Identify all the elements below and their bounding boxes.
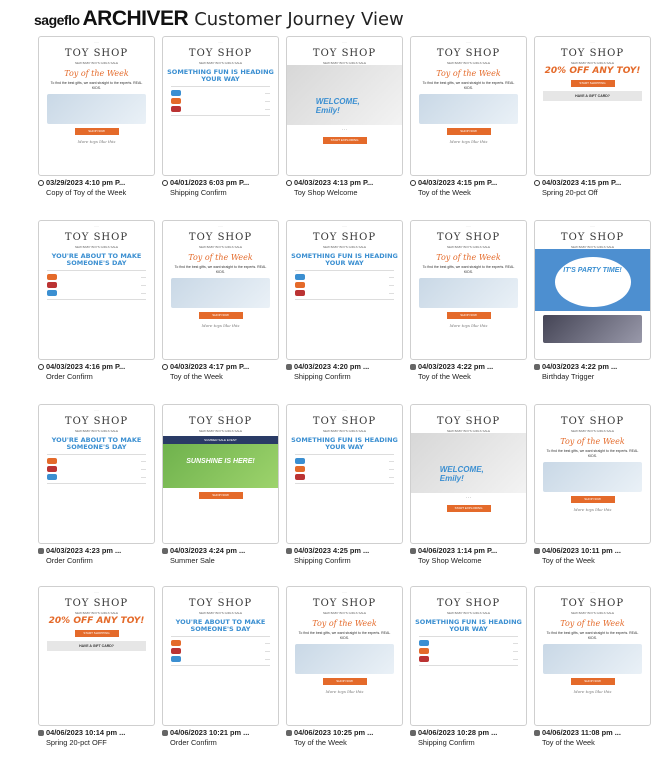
status-icon [38, 548, 44, 554]
email-text: · · · [341, 128, 348, 132]
email-meta [534, 362, 664, 382]
email-meta [286, 178, 416, 198]
email-subject: Toy Shop Welcome [418, 556, 482, 565]
email-thumbnail[interactable] [286, 220, 403, 360]
email-card[interactable] [38, 586, 155, 766]
email-card[interactable] [534, 586, 651, 766]
email-card[interactable] [286, 36, 403, 216]
email-date: 04/03/2023 4:24 pm ... [170, 546, 246, 555]
email-subject: Copy of Toy of the Week [46, 188, 127, 197]
email-card[interactable] [534, 220, 651, 400]
email-thumbnail[interactable] [286, 586, 403, 726]
line-item: ----- [295, 274, 394, 280]
email-nav: NEW BABY BOYS GIRLS SALE [446, 611, 491, 615]
status-icon [286, 180, 292, 186]
email-date: 04/06/2023 1:14 pm P... [418, 546, 498, 555]
line-item: ----- [171, 648, 270, 654]
preheader: ····· [342, 590, 347, 594]
toy-shop-logo: TOY SHOP [64, 48, 129, 59]
email-nav: NEW BABY BOYS GIRLS SALE [74, 429, 119, 433]
gift-card-banner: HAVE A GIFT CARD? [47, 641, 146, 651]
divider [171, 86, 270, 87]
email-card[interactable] [38, 220, 155, 400]
status-icon [286, 548, 292, 554]
start-shopping-button[interactable]: START SHOPPING [571, 80, 615, 87]
email-date: 04/03/2023 4:22 pm ... [542, 362, 618, 371]
email-thumbnail[interactable] [534, 404, 651, 544]
preheader: ····· [218, 408, 223, 412]
email-nav: NEW BABY BOYS GIRLS SALE [322, 61, 367, 65]
preheader: ····· [590, 408, 595, 412]
product-image [543, 644, 642, 674]
toy-shop-logo: TOY SHOP [64, 232, 129, 243]
preheader: ····· [342, 224, 347, 228]
divider [47, 483, 146, 484]
email-heading: YOU'RE ABOUT TO MAKE SOMEONE'S DAY [175, 618, 266, 633]
email-thumbnail[interactable] [410, 586, 527, 726]
start-shopping-button[interactable]: START SHOPPING [75, 630, 119, 637]
email-thumbnail[interactable] [534, 220, 651, 360]
shop-now-button[interactable]: SHOP NOW [447, 312, 491, 319]
line-item: ----- [171, 106, 270, 112]
email-thumbnail[interactable] [534, 36, 651, 176]
shop-now-button[interactable]: SHOP NOW [199, 492, 243, 499]
email-text: To find the best gifts, we want straight to the experts. REAL KIDS. [422, 265, 515, 274]
email-meta [286, 362, 416, 382]
email-card[interactable] [286, 586, 403, 766]
toy-shop-logo: TOY SHOP [436, 232, 501, 243]
email-nav: NEW BABY BOYS GIRLS SALE [322, 245, 367, 249]
sunshine-text: SUNSHINE IS HERE! [186, 458, 255, 465]
email-nav: NEW BABY BOYS GIRLS SALE [322, 429, 367, 433]
line-item: ----- [295, 466, 394, 472]
shop-now-button[interactable]: SHOP NOW [571, 496, 615, 503]
divider [295, 454, 394, 455]
email-subject: Shipping Confirm [170, 188, 227, 197]
preheader: ····· [94, 40, 99, 44]
divider [295, 270, 394, 271]
email-nav: NEW BABY BOYS GIRLS SALE [74, 245, 119, 249]
status-icon [286, 364, 292, 370]
email-subject: Spring 20-pct Off [542, 188, 598, 197]
email-thumbnail[interactable] [162, 404, 279, 544]
toy-shop-logo: TOY SHOP [188, 598, 253, 609]
email-heading: YOU'RE ABOUT TO MAKE SOMEONE'S DAY [51, 252, 142, 267]
toy-shop-logo: TOY SHOP [436, 598, 501, 609]
email-date: 04/01/2023 6:03 pm P... [170, 178, 250, 187]
product-image [419, 94, 518, 124]
shop-now-button[interactable]: SHOP NOW [447, 128, 491, 135]
status-icon [162, 730, 168, 736]
product-image [171, 278, 270, 308]
email-meta [38, 178, 168, 198]
email-date: 04/03/2023 4:20 pm ... [294, 362, 370, 371]
email-thumbnail[interactable] [410, 404, 527, 544]
email-footer: More toys like this [449, 323, 488, 328]
welcome-text: WELCOME, Emily! [439, 465, 484, 483]
shop-now-button[interactable]: SHOP NOW [75, 128, 119, 135]
email-footer: More toys like this [573, 689, 612, 694]
email-text: To find the best gifts, we want straight to the experts. REAL KIDS. [422, 81, 515, 90]
divider [47, 299, 146, 300]
start-exploring-button[interactable]: START EXPLORING [323, 137, 367, 144]
product-image [543, 315, 642, 343]
divider [419, 665, 518, 666]
status-icon [410, 548, 416, 554]
email-nav: NEW BABY BOYS GIRLS SALE [570, 245, 615, 249]
toy-shop-logo: TOY SHOP [312, 416, 377, 427]
divider [171, 115, 270, 116]
email-card[interactable] [410, 220, 527, 400]
email-date: 04/03/2023 4:15 pm P... [418, 178, 498, 187]
email-date: 04/03/2023 4:16 pm P... [46, 362, 126, 371]
email-subject: Toy of the Week [542, 738, 595, 747]
email-footer: More toys like this [201, 323, 240, 328]
email-subject: Shipping Confirm [294, 556, 351, 565]
email-date: 04/03/2023 4:23 pm ... [46, 546, 122, 555]
line-item: ----- [47, 458, 146, 464]
email-nav: NEW BABY BOYS GIRLS SALE [446, 429, 491, 433]
product-image [419, 278, 518, 308]
preheader: ····· [466, 224, 471, 228]
email-subject: Toy of the Week [418, 372, 471, 381]
email-heading: Toy of the Week [312, 619, 377, 628]
email-meta [410, 728, 540, 748]
preheader: ····· [94, 590, 99, 594]
email-nav: NEW BABY BOYS GIRLS SALE [198, 611, 243, 615]
email-thumbnail[interactable] [38, 220, 155, 360]
status-icon [286, 730, 292, 736]
email-footer: More toys like this [325, 689, 364, 694]
line-item: ----- [419, 648, 518, 654]
email-subject: Toy of the Week [542, 556, 595, 565]
email-text: · · · [465, 496, 472, 500]
email-date: 04/03/2023 4:22 pm ... [418, 362, 494, 371]
brand-archiver: ARCHIVER [82, 7, 189, 30]
email-date: 04/03/2023 4:15 pm P... [542, 178, 622, 187]
email-card[interactable] [38, 404, 155, 584]
line-item: ----- [295, 474, 394, 480]
email-heading: SOMETHING FUN IS HEADING YOUR WAY [415, 618, 522, 633]
email-text: To find the best gifts, we want straight to the experts. REAL KIDS. [50, 81, 143, 90]
email-text: To find the best gifts, we want straight to the experts. REAL KIDS. [298, 631, 391, 640]
email-subject: Shipping Confirm [294, 372, 351, 381]
email-meta [534, 546, 664, 566]
divider [47, 454, 146, 455]
email-heading: SOMETHING FUN IS HEADING YOUR WAY [291, 252, 398, 267]
email-nav: NEW BABY BOYS GIRLS SALE [198, 245, 243, 249]
shop-now-button[interactable]: SHOP NOW [199, 312, 243, 319]
app-header [34, 7, 404, 33]
welcome-hero-image [287, 65, 402, 125]
status-icon [410, 180, 416, 186]
status-icon [410, 730, 416, 736]
toy-shop-logo: TOY SHOP [64, 416, 129, 427]
preheader: ····· [218, 224, 223, 228]
email-subject: Toy of the Week [418, 188, 471, 197]
email-thumbnail[interactable] [410, 36, 527, 176]
preheader: ····· [342, 40, 347, 44]
preheader: ····· [218, 40, 223, 44]
email-meta [162, 728, 292, 748]
divider [171, 665, 270, 666]
email-thumbnail[interactable] [162, 220, 279, 360]
email-card[interactable] [162, 586, 279, 766]
email-text: To find the best gifts, we want straight to the experts. REAL KIDS. [546, 631, 639, 640]
preheader: ····· [590, 40, 595, 44]
email-card[interactable] [286, 404, 403, 584]
start-exploring-button[interactable]: START EXPLORING [447, 505, 491, 512]
email-footer: More toys like this [77, 139, 116, 144]
email-meta [162, 546, 292, 566]
email-subject: Spring 20-pct OFF [46, 738, 107, 747]
line-item: ----- [171, 90, 270, 96]
email-meta [162, 362, 292, 382]
welcome-hero-image [411, 433, 526, 493]
toy-shop-logo: TOY SHOP [312, 232, 377, 243]
email-card[interactable] [534, 404, 651, 584]
email-text: To find the best gifts, we want straight to the experts. REAL KIDS. [174, 265, 267, 274]
shop-now-button[interactable]: SHOP NOW [323, 678, 367, 685]
email-heading: Toy of the Week [436, 69, 501, 78]
email-text: To find the best gifts, we want straight to the experts. REAL KIDS. [546, 449, 639, 458]
preheader: ····· [342, 408, 347, 412]
email-date: 04/06/2023 10:28 pm ... [418, 728, 498, 737]
party-text: IT'S PARTY TIME! [563, 267, 622, 274]
gift-card-banner: HAVE A GIFT CARD? [543, 91, 642, 101]
email-nav: NEW BABY BOYS GIRLS SALE [74, 61, 119, 65]
email-thumbnail[interactable] [38, 404, 155, 544]
email-subject: Toy of the Week [170, 372, 223, 381]
email-heading: 20% OFF ANY TOY! [544, 66, 641, 76]
email-heading: YOU'RE ABOUT TO MAKE SOMEONE'S DAY [51, 436, 142, 451]
toy-shop-logo: TOY SHOP [64, 598, 129, 609]
line-item: ----- [47, 282, 146, 288]
email-card[interactable] [534, 36, 651, 216]
status-icon [38, 730, 44, 736]
email-meta [38, 728, 168, 748]
email-subject: Order Confirm [46, 372, 93, 381]
email-nav: NEW BABY BOYS GIRLS SALE [446, 61, 491, 65]
toy-shop-logo: TOY SHOP [560, 232, 625, 243]
status-icon [534, 180, 540, 186]
email-heading: Toy of the Week [436, 253, 501, 262]
toy-shop-logo: TOY SHOP [188, 232, 253, 243]
status-icon [534, 730, 540, 736]
summer-banner: SUMMER SALE EVENT [163, 436, 278, 444]
line-item: ----- [47, 290, 146, 296]
email-heading: Toy of the Week [560, 437, 625, 446]
status-icon [38, 364, 44, 370]
email-nav: NEW BABY BOYS GIRLS SALE [446, 245, 491, 249]
line-item: ----- [47, 274, 146, 280]
divider [295, 299, 394, 300]
email-meta [286, 546, 416, 566]
status-icon [410, 364, 416, 370]
line-item: ----- [171, 98, 270, 104]
email-meta [162, 178, 292, 198]
product-image [47, 94, 146, 124]
email-thumbnail[interactable] [38, 36, 155, 176]
preheader: ····· [466, 40, 471, 44]
email-date: 04/06/2023 11:08 pm ... [542, 728, 621, 737]
line-item: ----- [171, 640, 270, 646]
status-icon [38, 180, 44, 186]
divider [419, 636, 518, 637]
toy-shop-logo: TOY SHOP [312, 48, 377, 59]
toy-shop-logo: TOY SHOP [188, 416, 253, 427]
email-heading: 20% OFF ANY TOY! [48, 616, 145, 626]
preheader: ····· [94, 224, 99, 228]
email-nav: NEW BABY BOYS GIRLS SALE [570, 429, 615, 433]
email-date: 04/06/2023 10:21 pm ... [170, 728, 250, 737]
toy-shop-logo: TOY SHOP [560, 416, 625, 427]
preheader: ····· [466, 408, 471, 412]
email-thumbnail[interactable] [410, 220, 527, 360]
email-nav: NEW BABY BOYS GIRLS SALE [570, 61, 615, 65]
divider [295, 483, 394, 484]
welcome-text: WELCOME, Emily! [315, 97, 360, 115]
line-item: ----- [47, 474, 146, 480]
status-icon [162, 180, 168, 186]
email-card[interactable] [410, 404, 527, 584]
status-icon [534, 364, 540, 370]
email-date: 04/03/2023 4:25 pm ... [294, 546, 370, 555]
status-icon [162, 548, 168, 554]
email-subject: Birthday Trigger [542, 372, 595, 381]
divider [47, 270, 146, 271]
email-footer: More toys like this [573, 507, 612, 512]
line-item: ----- [419, 656, 518, 662]
status-icon [162, 364, 168, 370]
email-card[interactable] [410, 586, 527, 766]
email-card[interactable] [410, 36, 527, 216]
toy-shop-logo: TOY SHOP [560, 48, 625, 59]
email-heading: Toy of the Week [64, 69, 129, 78]
email-heading: Toy of the Week [188, 253, 253, 262]
preheader: ····· [590, 590, 595, 594]
email-heading: SOMETHING FUN IS HEADING YOUR WAY [167, 68, 274, 83]
email-date: 04/06/2023 10:14 pm ... [46, 728, 126, 737]
email-meta [410, 362, 540, 382]
email-nav: NEW BABY BOYS GIRLS SALE [74, 611, 119, 615]
email-subject: Shipping Confirm [418, 738, 475, 747]
email-subject: Order Confirm [170, 738, 217, 747]
email-meta [38, 546, 168, 566]
preheader: ····· [218, 590, 223, 594]
email-subject: Summer Sale [170, 556, 215, 565]
summer-hero-image [163, 444, 278, 488]
email-thumbnail[interactable] [162, 586, 279, 726]
email-date: 03/29/2023 4:10 pm P... [46, 178, 126, 187]
toy-shop-logo: TOY SHOP [436, 416, 501, 427]
email-thumbnail[interactable] [286, 36, 403, 176]
line-item: ----- [419, 640, 518, 646]
email-heading: SOMETHING FUN IS HEADING YOUR WAY [291, 436, 398, 451]
line-item: ----- [295, 458, 394, 464]
preheader: ····· [590, 224, 595, 228]
email-footer: More toys like this [449, 139, 488, 144]
brand-sageflo: sageflo [34, 12, 80, 28]
divider [171, 636, 270, 637]
email-thumbnail[interactable] [534, 586, 651, 726]
email-meta [410, 178, 540, 198]
email-thumbnail[interactable] [38, 586, 155, 726]
email-nav: NEW BABY BOYS GIRLS SALE [322, 611, 367, 615]
line-item: ----- [295, 282, 394, 288]
email-card[interactable] [162, 404, 279, 584]
preheader: ····· [94, 408, 99, 412]
email-thumbnail[interactable] [162, 36, 279, 176]
email-subject: Order Confirm [46, 556, 93, 565]
product-image [295, 644, 394, 674]
email-nav: NEW BABY BOYS GIRLS SALE [570, 611, 615, 615]
toy-shop-logo: TOY SHOP [436, 48, 501, 59]
email-card[interactable] [38, 36, 155, 216]
toy-shop-logo: TOY SHOP [312, 598, 377, 609]
email-date: 04/03/2023 4:17 pm P... [170, 362, 250, 371]
email-card[interactable] [162, 36, 279, 216]
email-subject: Toy of the Week [294, 738, 347, 747]
email-card[interactable] [162, 220, 279, 400]
email-meta [534, 178, 664, 198]
party-hero [535, 249, 650, 311]
page-title: Customer Journey View [194, 9, 404, 30]
toy-shop-logo: TOY SHOP [188, 48, 253, 59]
email-subject: Toy Shop Welcome [294, 188, 358, 197]
email-date: 04/03/2023 4:13 pm P... [294, 178, 374, 187]
email-nav: NEW BABY BOYS GIRLS SALE [198, 61, 243, 65]
email-date: 04/06/2023 10:11 pm ... [542, 546, 621, 555]
email-card[interactable] [286, 220, 403, 400]
preheader: ····· [466, 590, 471, 594]
line-item: ----- [171, 656, 270, 662]
email-heading: Toy of the Week [560, 619, 625, 628]
shop-now-button[interactable]: SHOP NOW [571, 678, 615, 685]
line-item: ----- [295, 290, 394, 296]
email-meta [534, 728, 664, 748]
email-meta [286, 728, 416, 748]
status-icon [534, 548, 540, 554]
email-meta [38, 362, 168, 382]
email-thumbnail[interactable] [286, 404, 403, 544]
email-meta [410, 546, 540, 566]
email-date: 04/06/2023 10:25 pm ... [294, 728, 374, 737]
email-nav: NEW BABY BOYS GIRLS SALE [198, 429, 243, 433]
product-image [543, 462, 642, 492]
toy-shop-logo: TOY SHOP [560, 598, 625, 609]
line-item: ----- [47, 466, 146, 472]
